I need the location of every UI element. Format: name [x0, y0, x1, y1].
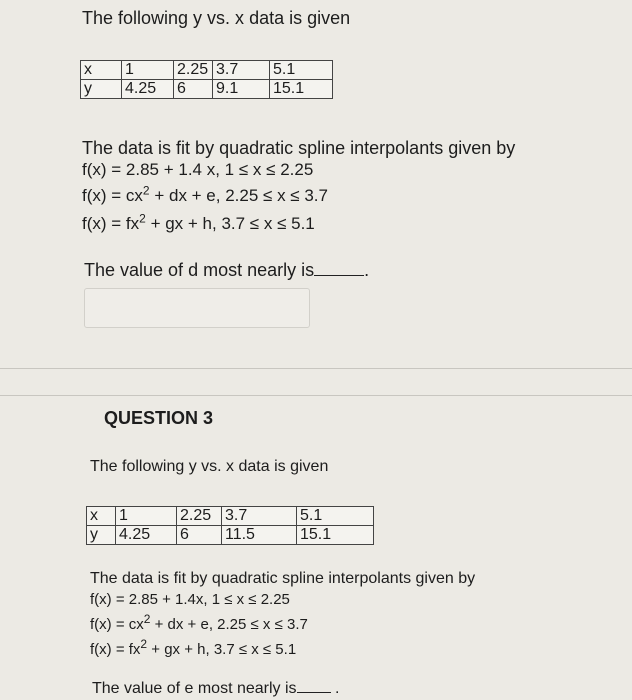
q2-statement: The data is fit by quadratic spline interpolants given by — [82, 138, 516, 158]
q2-question: The value of d most nearly is . — [84, 260, 370, 280]
q2-equation-1: f(x) = 2.85 + 1.4 x, 1 ≤ x ≤ 2.25 — [82, 160, 314, 179]
q3-equation-2: $f(x) = cx^2$ + dx + e, 2.25 ≤ x ≤ 3.7 — [90, 612, 308, 633]
q2-data-table — [80, 60, 333, 99]
table-cell: 2.25 — [174, 61, 213, 80]
table-cell: 6 — [174, 80, 213, 99]
table-cell: 9.1 — [213, 80, 270, 99]
q2-equation-3: $f(x) = fx^2$ + gx + h, 3.7 ≤ x ≤ 5.1 — [82, 211, 315, 233]
table-row — [87, 507, 374, 526]
table-cell: 4.25 — [116, 526, 177, 545]
q2-intro: The following y vs. x data is given — [82, 8, 351, 28]
q3-heading: QUESTION 3 — [104, 408, 214, 428]
table-cell: 3.7 — [213, 61, 270, 80]
table-cell: 2.25 — [177, 507, 222, 526]
table-cell: 5.1 — [270, 61, 333, 80]
q3-intro: The following y vs. x data is given — [90, 458, 329, 475]
q3-data-table — [86, 506, 374, 545]
table-cell: x — [87, 507, 116, 526]
table-cell: 15.1 — [297, 526, 374, 545]
q3-question: The value of e most nearly is . — [92, 680, 340, 697]
table-cell: y — [87, 526, 116, 545]
table-cell: 6 — [177, 526, 222, 545]
table-cell: 3.7 — [222, 507, 297, 526]
table-cell: 5.1 — [297, 507, 374, 526]
divider — [0, 395, 632, 396]
q3-statement: The data is fit by quadratic spline interpolants given by — [90, 570, 476, 587]
table-cell: y — [81, 80, 122, 99]
q3-equation-1: f(x) = 2.85 + 1.4x, 1 ≤ x ≤ 2.25 — [90, 591, 290, 608]
table-cell: 4.25 — [122, 80, 174, 99]
table-cell: 1 — [116, 507, 177, 526]
table-cell: 1 — [122, 61, 174, 80]
table-cell: 11.5 — [222, 526, 297, 545]
table-cell: x — [81, 61, 122, 80]
q3-equation-3: $f(x) = fx^2$ + gx + h, 3.7 ≤ x ≤ 5.1 — [90, 637, 297, 658]
table-row — [87, 526, 374, 545]
table-row — [81, 61, 333, 80]
q2-equation-2: $f(x) = cx^2$ + dx + e, 2.25 ≤ x ≤ 3.7 — [82, 183, 328, 205]
divider — [0, 368, 632, 369]
q2-answer-input[interactable] — [84, 288, 310, 328]
table-row — [81, 80, 333, 99]
table-cell: 15.1 — [270, 80, 333, 99]
